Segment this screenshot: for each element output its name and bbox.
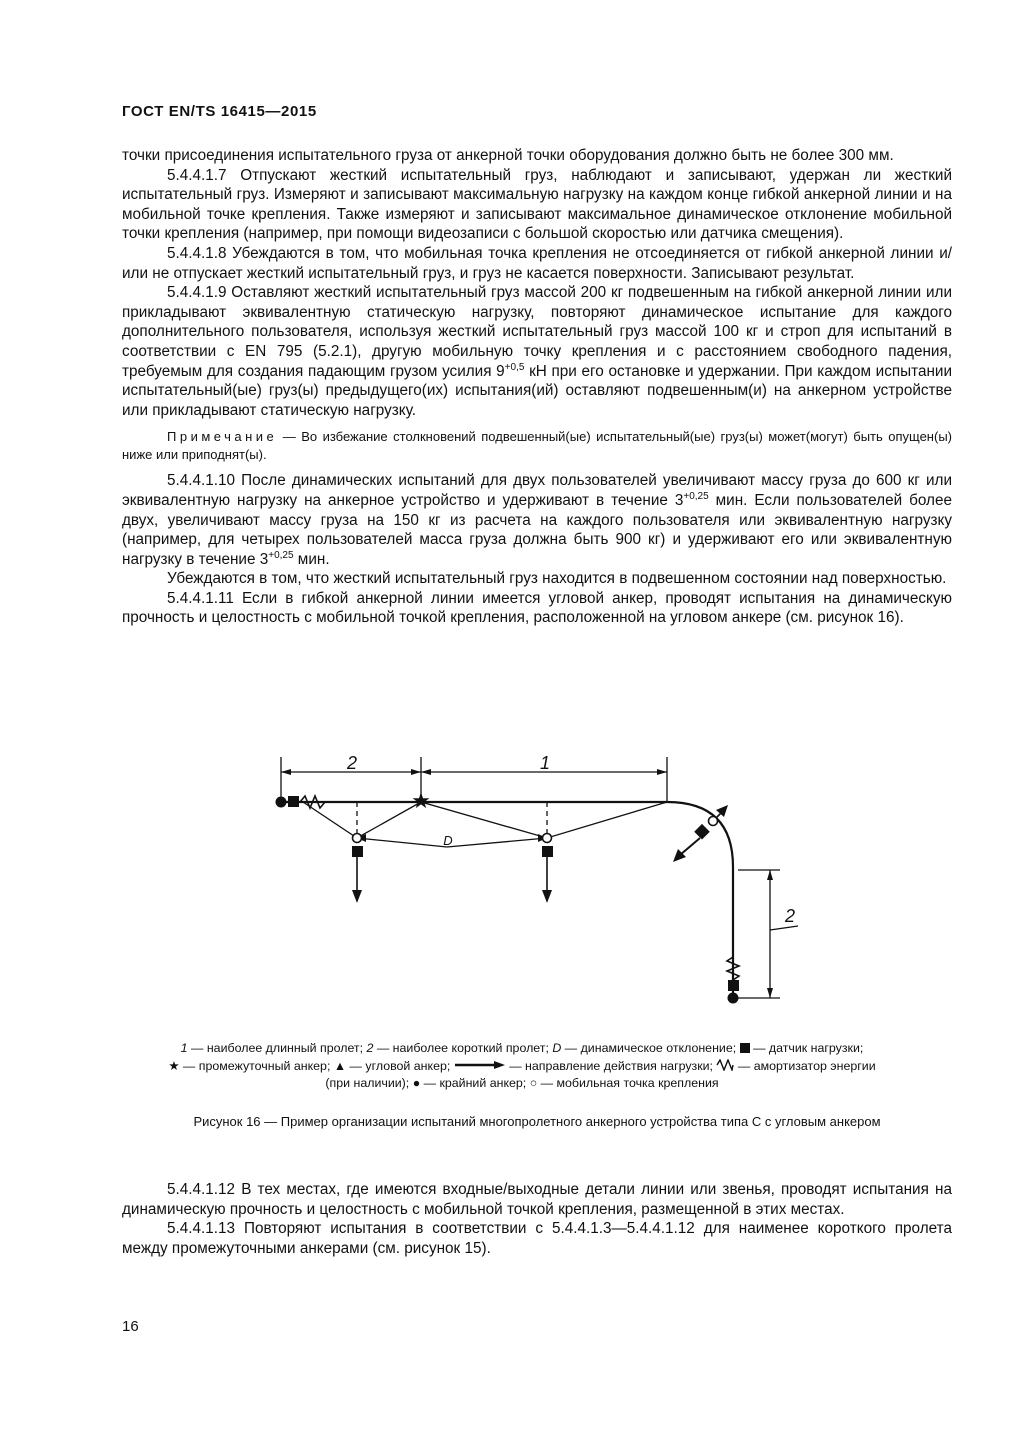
- legend-key-1: 1: [180, 1041, 188, 1055]
- load-line-corner: [680, 838, 700, 855]
- arrowhead-load-left: [352, 890, 362, 903]
- note: [122, 428, 952, 463]
- intermediate-anchor-star: ★: [411, 789, 431, 814]
- p10-text-a: 5.4.4.1.10 После динамических испытаний для двух пользователей увеличивают массу груза до 600 кг или эквивалентную нагрузку на анкерное устройство и удерживают в течение 3: [122, 472, 952, 509]
- legend-text-3: — динамическое отклонение;: [561, 1041, 740, 1055]
- load-sensor-right: [542, 846, 553, 857]
- legend-text-11: — мобильная точка крепления: [537, 1076, 719, 1090]
- legend-text-9: (при наличии);: [325, 1076, 413, 1090]
- label-span-short-right: 2: [784, 906, 796, 926]
- paragraph-5-4-4-1-8: 5.4.4.1.8 Убеждаются в том, что мобильная точка крепления не отсоединяется от гибкой анкерной линии и/или не отпускает жесткий испытательный груз, и груз не касается поверхности. Записывают результат.: [122, 244, 952, 282]
- legend-text-1: — наиболее длинный пролет;: [187, 1041, 367, 1055]
- text-block-top: [122, 146, 952, 628]
- paragraph-suspended-check: Убеждаются в том, что жесткий испытательный груз находится в подвешенном состоянии над поверхностью.: [167, 570, 947, 588]
- legend-dot-icon: ●: [412, 1076, 421, 1090]
- legend-square-icon: [740, 1043, 750, 1053]
- arrowhead-dim-right: [657, 769, 667, 775]
- legend-text-10: — крайний анкер;: [420, 1076, 530, 1090]
- note-label: Примечание: [167, 429, 278, 445]
- paragraph-5-4-4-1-11: 5.4.4.1.11 Если в гибкой анкерной линии имеется угловой анкер, проводят испытания на динамическую прочность и целостность с мобильной точкой крепления, расположенной на угловом анкере (см. рисунок 16).: [122, 589, 952, 627]
- p10-text-b: мин. Если пользователей более двух, увеличивают массу груза на 150 кг из расчета на каждого пользователя или эквивалентную нагрузку (например, для четырех пользователей масса груза должна быть 900 кг) и удерживают его или эквивалентную нагрузку в течение 3: [122, 491, 952, 568]
- p10-text-c: мин.: [293, 550, 330, 568]
- end-anchor-bottom: [728, 993, 739, 1004]
- figure-16-diagram: [0, 745, 1024, 1015]
- legend-load-arrow-icon: [454, 1060, 506, 1070]
- legend-text-7: — направление действия нагрузки;: [505, 1058, 717, 1073]
- text-block-bottom: [122, 1180, 952, 1258]
- mobile-point-right: [543, 834, 552, 843]
- deflection-arrow-right: [447, 838, 547, 847]
- figure-legend: [112, 1040, 932, 1093]
- legend-star-icon: ★: [168, 1058, 180, 1073]
- p9-text-b: кН при его остановке и удержании. При каждом испытании испытательный(ые) груз(ы) предыдущего(их) испытания(ий) оставляют подвешенным(и) на анкерном устройстве или прикладывают статическую нагрузку.: [122, 362, 952, 419]
- p9-superscript: +0,5: [504, 361, 525, 373]
- paragraph-5-4-4-1-10: [122, 471, 952, 569]
- leader-right: [770, 926, 798, 930]
- end-anchor-left: [276, 797, 287, 808]
- legend-text-8: — амортизатор энергии: [734, 1058, 876, 1073]
- arrowhead-dim-mid-b: [421, 769, 431, 775]
- mobile-point-left: [353, 834, 362, 843]
- load-sensor-bottom: [728, 980, 739, 991]
- legend-spring-icon: [716, 1059, 734, 1071]
- legend-ring-icon: ○: [529, 1076, 538, 1090]
- paragraph-continued: точки присоединения испытательного груза от анкерной точки оборудования должно быть не более 300 мм.: [122, 147, 894, 164]
- page-number: 16: [122, 1318, 139, 1335]
- load-sensor-corner: [694, 824, 710, 840]
- label-deflection: D: [443, 833, 453, 848]
- arrowhead-load-right: [542, 890, 552, 903]
- label-span-long: 1: [539, 753, 551, 773]
- p10-superscript-2: +0,25: [268, 549, 294, 561]
- legend-text-6: — угловой анкер;: [346, 1058, 454, 1073]
- legend-text-5: — промежуточный анкер;: [179, 1058, 334, 1073]
- arrowhead-dim-right-bottom: [767, 988, 773, 998]
- paragraph-5-4-4-1-13: 5.4.4.1.13 Повторяют испытания в соответствии с 5.4.4.1.3—5.4.4.1.12 для наименее короткого пролета между промежуточными анкерами (см. рисунок 15).: [122, 1220, 952, 1257]
- legend-text-2: — наиболее короткий пролет;: [373, 1041, 553, 1055]
- figure-caption: Рисунок 16 — Пример организации испытаний многопролетного анкерного устройства типа С с угловым анкером: [193, 1114, 881, 1129]
- paragraph-5-4-4-1-7: 5.4.4.1.7 Отпускают жесткий испытательный груз, наблюдают и записывают, удержан ли жесткий испытательный груз. Измеряют и записывают максимальную нагрузку на каждом конце гибкой анкерной линии и на мобильной точке крепления. Также измеряют и записывают максимальное динамическое отклонение мобильной точки крепления (например, при помощи видеозаписи с большой скоростью или датчика смещения).: [122, 166, 952, 243]
- legend-key-d: D: [552, 1041, 562, 1055]
- arrowhead-dim-left: [281, 769, 291, 775]
- legend-text-4: — датчик нагрузки;: [749, 1041, 864, 1055]
- deflection-arrow-left: [357, 838, 447, 847]
- arrowhead-dim-mid-a: [411, 769, 421, 775]
- paragraph-5-4-4-1-12: 5.4.4.1.12 В тех местах, где имеются входные/выходные детали линии или звенья, проводят испытания на динамическую прочность и целостность с мобильной точкой крепления, размещенной в этих местах.: [122, 1181, 952, 1218]
- legend-key-2: 2: [366, 1041, 374, 1055]
- p9-text-a: 5.4.4.1.9 Оставляют жесткий испытательный груз массой 200 кг подвешенным на гибкой анкерной линии или прикладывают эквивалентную статическую нагрузку, повторяют динамическое испытание для каждого дополнительного пользователя, используя жесткий испытательный груз массой 100 кг и строп для испытаний в соответствии с EN 795 (5.2.1), другую мобильную точку крепления и с расстоянием свободного падения, требуемым для создания падающим грузом усилия 9: [122, 284, 952, 380]
- label-span-short-left: 2: [346, 753, 358, 773]
- load-sensor-left-end: [288, 796, 299, 807]
- arrowhead-dim-right-top: [767, 870, 773, 880]
- document-header: ГОСТ EN/TS 16415—2015: [122, 103, 317, 120]
- legend-triangle-icon: ▲: [333, 1058, 347, 1073]
- load-sensor-left: [352, 846, 363, 857]
- mobile-point-corner: [709, 817, 718, 826]
- p10-superscript-1: +0,25: [683, 490, 709, 502]
- paragraph-5-4-4-1-9: [122, 283, 952, 420]
- note-text: — Во избежание столкновений подвешенный(ые) испытательный(ые) груз(ы) может(могут) быть опущен(ы) ниже или приподнят(ы).: [122, 429, 952, 462]
